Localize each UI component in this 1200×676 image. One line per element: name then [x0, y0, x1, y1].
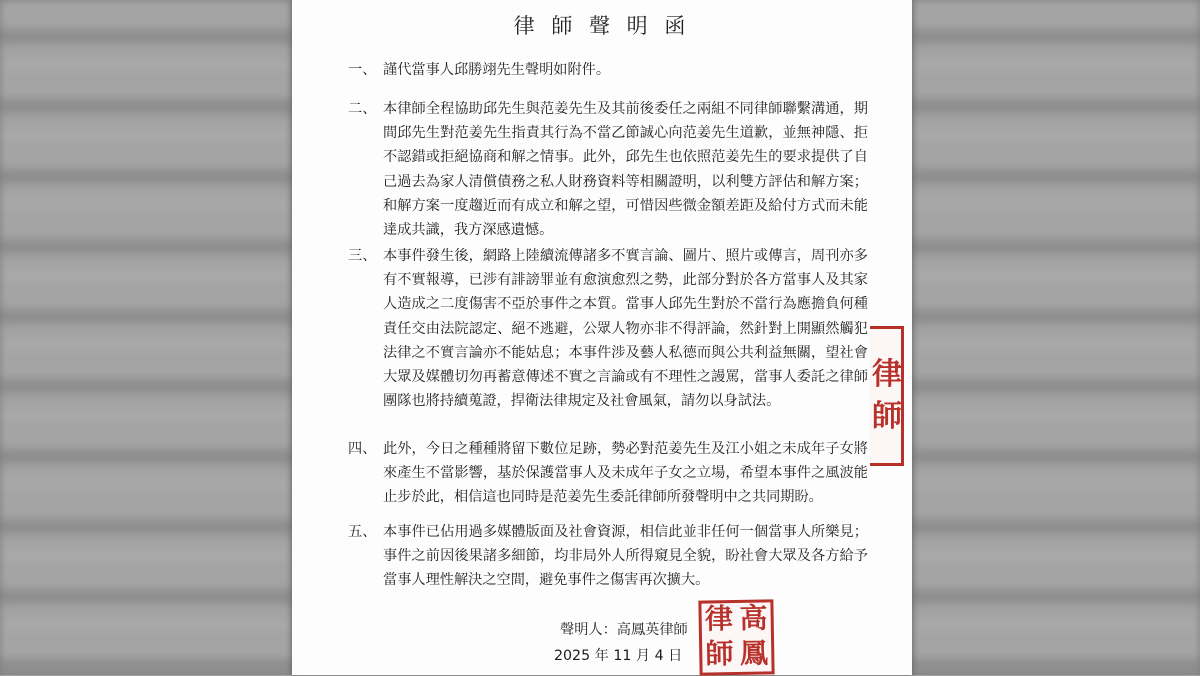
paragraph-text: 謹代當事人邱勝翊先生聲明如附件。	[383, 62, 611, 78]
paragraph-number: 一、	[348, 62, 377, 78]
seal-char: 律	[872, 357, 902, 392]
paragraph-1	[348, 58, 868, 82]
paragraph-5	[348, 520, 868, 593]
paragraph-text: 本律師全程協助邱先生與范姜先生及其前後委任之兩組不同律師聯繫溝通，期間邱先生對范姜先生指責其行為不當乙節誠心向范姜先生道歉，並無神隱、拒不認錯或拒絕協商和解之情事。此外，邱先生也依照范姜先生的要求提供了自己過去為家人清償債務之私人財務資料等相關證明，以利雙方評估和解方案；和解方案一度趨近而有成立和解之望，可惜因些微金額差距及給付方式而未能達成共識，我方深感遺憾。	[383, 101, 868, 239]
signer-line: 聲明人：高鳳英律師	[560, 622, 688, 638]
seal-char: 鳳	[739, 635, 769, 670]
paragraph-text: 本事件發生後，網路上陸續流傳諸多不實言論、圖片、照片或傳言，周刊亦多有不實報導，已涉有誹謗罪並有愈演愈烈之勢，此部分對於各方當事人及其家人造成之二度傷害不亞於事件之本質。當事人邱先生對於不當行為應擔負何種責任交由法院認定、絕不逃避，公眾人物亦非不得評論，然針對上開顯然觸犯法律之不實言論亦不能姑息；本事件涉及藝人私德而與公共利益無關，望社會大眾及媒體切勿再蓄意傳述不實之言論或有不理性之謾罵，當事人委託之律師團隊也將持續蒐證，捍衛法律規定及社會風氣，請勿以身試法。	[383, 248, 868, 410]
date-line: 2025 年 11 月 4 日	[554, 648, 683, 664]
page-edge-seal-stamp	[870, 326, 904, 466]
paragraph-number: 三、	[348, 248, 377, 264]
seal-char: 高	[739, 601, 768, 635]
seal-char: 律	[704, 602, 734, 636]
paragraph-number: 二、	[348, 101, 377, 117]
seal-char: 師	[705, 636, 734, 671]
statement-document	[292, 0, 912, 675]
paragraph-text: 本事件已佔用過多媒體版面及社會資源，相信此並非任何一個當事人所樂見；事件之前因後果諸多細節，均非局外人所得窺見全貌，盼社會大眾及各方給予當事人理性解決之空間，避免事件之傷害再次擴大。	[383, 524, 868, 589]
document-title: 律 師 聲 明 函	[513, 14, 691, 38]
paragraph-4	[348, 437, 868, 510]
seal-char: 師	[872, 399, 902, 434]
background-shade-left	[0, 0, 300, 675]
paragraph-number: 四、	[348, 441, 377, 457]
paragraph-number: 五、	[348, 524, 377, 540]
background-shade-right	[900, 0, 1200, 675]
paragraph-2	[348, 97, 868, 242]
paragraph-3	[348, 244, 868, 413]
lawyer-seal-stamp	[698, 599, 774, 675]
paragraph-text: 此外，今日之種種將留下數位足跡，勢必對范姜先生及江小姐之未成年子女將來產生不當影響，基於保護當事人及未成年子女之立場，希望本事件之風波能止步於此，相信這也同時是范姜先生委託律師所發聲明中之共同期盼。	[383, 441, 868, 506]
